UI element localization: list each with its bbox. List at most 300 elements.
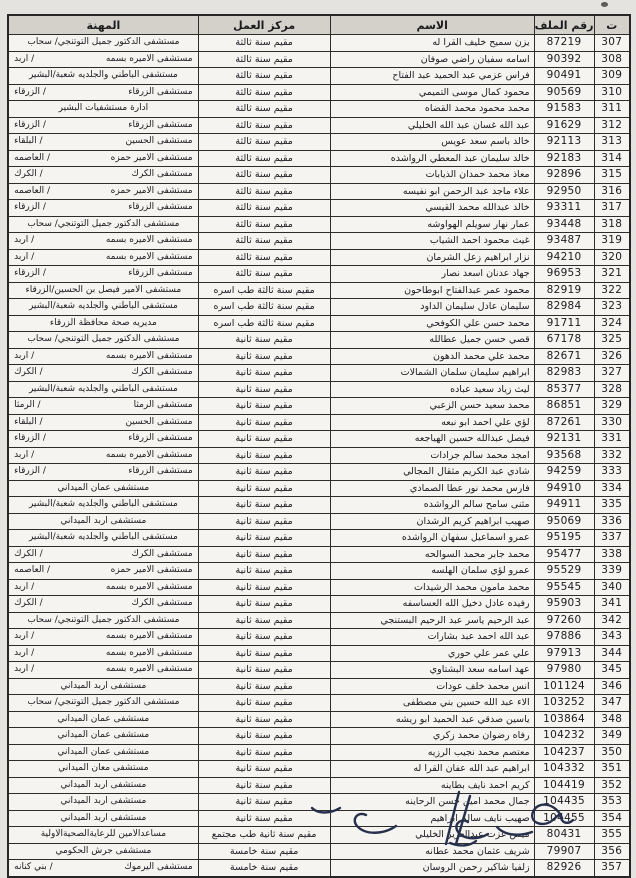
cell-profession bbox=[8, 348, 198, 365]
cell-name: لؤي علي احمد ابو نبعه bbox=[330, 414, 534, 431]
cell-profession bbox=[8, 596, 198, 613]
cell-work-center: مقيم سنة ثالثة bbox=[198, 150, 330, 167]
cell-name: خالد باسم سعد عويس bbox=[330, 134, 534, 151]
cell-serial: 317 bbox=[594, 200, 630, 217]
cell-file-number: 104237 bbox=[534, 744, 594, 761]
cell-serial: 329 bbox=[594, 398, 630, 415]
cell-profession bbox=[8, 150, 198, 167]
profession-area: / الزرقاء bbox=[14, 433, 46, 444]
cell-work-center: مقيم سنة ثالثة bbox=[198, 117, 330, 134]
table-row bbox=[8, 183, 630, 200]
profession-unit: مستشفى الاميره بسمه bbox=[105, 449, 193, 460]
cell-serial: 319 bbox=[594, 233, 630, 250]
cell-serial: 332 bbox=[594, 447, 630, 464]
cell-profession bbox=[8, 365, 198, 382]
cell-work-center: مقيم سنة ثانية bbox=[198, 596, 330, 613]
cell-serial: 327 bbox=[594, 365, 630, 382]
cell-profession: ادارة مستشفيات البشير bbox=[8, 101, 198, 118]
cell-work-center: مقيم سنة ثانية bbox=[198, 629, 330, 646]
cell-file-number: 90569 bbox=[534, 84, 594, 101]
profession-area: / الكرك bbox=[14, 598, 43, 609]
cell-file-number: 95195 bbox=[534, 530, 594, 547]
cell-work-center: مقيم سنة ثانية bbox=[198, 761, 330, 778]
cell-name: مثنى سامح سالم الرواشده bbox=[330, 497, 534, 514]
cell-file-number: 94911 bbox=[534, 497, 594, 514]
cell-work-center: مقيم سنة ثانية bbox=[198, 777, 330, 794]
cell-serial: 330 bbox=[594, 414, 630, 431]
cell-name: محمد سعيد حسن الزعبي bbox=[330, 398, 534, 415]
cell-work-center: مقيم سنة ثالثة طب اسره bbox=[198, 282, 330, 299]
profession-unit: مستشفى الكرك bbox=[131, 169, 193, 180]
cell-profession: مستشفى الدكتور جميل التوتنجي/ سحاب bbox=[8, 695, 198, 712]
cell-profession bbox=[8, 414, 198, 431]
profession-area: / اربد bbox=[14, 235, 35, 246]
table-row bbox=[8, 332, 630, 349]
cell-profession: مستشفى الامير فيصل بن الحسين/الزرقاء bbox=[8, 282, 198, 299]
cell-serial: 320 bbox=[594, 249, 630, 266]
profession-unit: مستشفى الزرقاء bbox=[128, 466, 193, 477]
cell-file-number: 79907 bbox=[534, 843, 594, 860]
cell-file-number: 95529 bbox=[534, 563, 594, 580]
cell-work-center: مقيم سنة ثانية طب مجتمع bbox=[198, 827, 330, 844]
cell-file-number: 104332 bbox=[534, 761, 594, 778]
cell-work-center: مقيم سنة خامسة bbox=[198, 843, 330, 860]
cell-profession: مستشفى الدكتور جميل التوتنجي/ سحاب bbox=[8, 35, 198, 52]
cell-work-center: مقيم سنة ثانية bbox=[198, 744, 330, 761]
cell-work-center: مقيم سنة ثانية bbox=[198, 794, 330, 811]
cell-name: كريم احمد نايف بطاينه bbox=[330, 777, 534, 794]
profession-unit: مستشفى الزرقاء bbox=[128, 86, 193, 97]
cell-work-center: مقيم سنة ثانية bbox=[198, 612, 330, 629]
cell-profession: مستشفى الباطني والجلديه شعبة/البشير bbox=[8, 530, 198, 547]
cell-profession bbox=[8, 117, 198, 134]
cell-work-center: مقيم سنة ثانية bbox=[198, 810, 330, 827]
table-row bbox=[8, 315, 630, 332]
cell-file-number: 82984 bbox=[534, 299, 594, 316]
profession-area: / العاصمه bbox=[14, 185, 51, 196]
cell-name: محمد مامون محمد الرشيدات bbox=[330, 579, 534, 596]
cell-work-center: مقيم سنة ثالثة bbox=[198, 134, 330, 151]
cell-name: عبد الله احمد عبد بشارات bbox=[330, 629, 534, 646]
table-row bbox=[8, 744, 630, 761]
cell-file-number: 82671 bbox=[534, 348, 594, 365]
cell-serial: 353 bbox=[594, 794, 630, 811]
cell-file-number: 94259 bbox=[534, 464, 594, 481]
cell-work-center: مقيم سنة ثالثة bbox=[198, 233, 330, 250]
cell-serial: 309 bbox=[594, 68, 630, 85]
cell-serial: 326 bbox=[594, 348, 630, 365]
table-row bbox=[8, 398, 630, 415]
profession-area: / اربد bbox=[14, 581, 35, 592]
cell-profession bbox=[8, 249, 198, 266]
cell-name: غيث محمود احمد الشياب bbox=[330, 233, 534, 250]
profession-area: / العاصمه bbox=[14, 565, 51, 576]
profession-unit: مستشفى اليرموك bbox=[124, 862, 193, 873]
table-row bbox=[8, 480, 630, 497]
cell-work-center: مقيم سنة ثانية bbox=[198, 348, 330, 365]
profession-unit: مستشفى الحسين bbox=[125, 136, 193, 147]
cell-file-number: 90392 bbox=[534, 51, 594, 68]
cell-work-center: مقيم سنة ثانية bbox=[198, 728, 330, 745]
cell-work-center: مقيم سنة ثالثة bbox=[198, 200, 330, 217]
cell-serial: 345 bbox=[594, 662, 630, 679]
cell-work-center: مقيم سنة ثالثة bbox=[198, 249, 330, 266]
cell-name: خالد عبدالله محمد القيسي bbox=[330, 200, 534, 217]
cell-file-number: 97913 bbox=[534, 645, 594, 662]
table-row bbox=[8, 216, 630, 233]
cell-work-center: مقيم سنة ثانية bbox=[198, 645, 330, 662]
cell-profession bbox=[8, 860, 198, 877]
cell-profession: مستشفى اربد الميداني bbox=[8, 794, 198, 811]
table-row bbox=[8, 117, 630, 134]
cell-file-number: 92950 bbox=[534, 183, 594, 200]
cell-profession: مستشفى الباطني والجلديه شعبة/البشير bbox=[8, 299, 198, 316]
cell-profession: مستشفى عمان الميداني bbox=[8, 711, 198, 728]
cell-profession bbox=[8, 464, 198, 481]
cell-name: الاء عبد الله حسين بني مصطفى bbox=[330, 695, 534, 712]
cell-serial: 307 bbox=[594, 35, 630, 52]
cell-file-number: 97260 bbox=[534, 612, 594, 629]
cell-name: شادي عبد الكريم مثقال المجالي bbox=[330, 464, 534, 481]
cell-profession: مستشفى الباطني والجلديه شعبة/البشير bbox=[8, 68, 198, 85]
cell-profession bbox=[8, 84, 198, 101]
cell-work-center: مقيم سنة ثالثة bbox=[198, 216, 330, 233]
table-row bbox=[8, 546, 630, 563]
table-row bbox=[8, 761, 630, 778]
table-row bbox=[8, 645, 630, 662]
profession-unit: مستشفى الاميره بسمه bbox=[105, 350, 193, 361]
cell-work-center: مقيم سنة ثانية bbox=[198, 530, 330, 547]
cell-profession: مساعدالامين للرعايةالصحيةالاولية bbox=[8, 827, 198, 844]
cell-name: خالد سليمان عبد المعطي الرواشده bbox=[330, 150, 534, 167]
table-row bbox=[8, 348, 630, 365]
cell-serial: 343 bbox=[594, 629, 630, 646]
cell-work-center: مقيم سنة ثالثة bbox=[198, 51, 330, 68]
cell-name: معاذ محمد حمدان الذيابات bbox=[330, 167, 534, 184]
profession-unit: مستشفى الكرك bbox=[131, 367, 193, 378]
cell-serial: 321 bbox=[594, 266, 630, 283]
table-row bbox=[8, 513, 630, 530]
cell-file-number: 94210 bbox=[534, 249, 594, 266]
table-row bbox=[8, 167, 630, 184]
cell-name: ياسين صدقي عبد الحميد ابو ريشه bbox=[330, 711, 534, 728]
cell-file-number: 82926 bbox=[534, 860, 594, 877]
cell-name: عبد الرحيم ياسر عبد الرحيم البستنجي bbox=[330, 612, 534, 629]
cell-work-center: مقيم سنة ثانية bbox=[198, 678, 330, 695]
cell-file-number: 103252 bbox=[534, 695, 594, 712]
cell-name: رفيده عادل دخيل الله العساسفه bbox=[330, 596, 534, 613]
cell-serial: 315 bbox=[594, 167, 630, 184]
table-row bbox=[8, 249, 630, 266]
table-row bbox=[8, 827, 630, 844]
cell-name: قصي حسن جميل عطالله bbox=[330, 332, 534, 349]
cell-work-center: مقيم سنة ثانية bbox=[198, 398, 330, 415]
profession-area: / الزرقاء bbox=[14, 119, 46, 130]
cell-file-number: 92896 bbox=[534, 167, 594, 184]
cell-work-center: مقيم سنة ثانية bbox=[198, 513, 330, 530]
cell-name: ابراهيم سليمان سلمان الشمالات bbox=[330, 365, 534, 382]
cell-file-number: 87219 bbox=[534, 35, 594, 52]
cell-profession bbox=[8, 266, 198, 283]
cell-work-center: مقيم سنة ثالثة bbox=[198, 101, 330, 118]
cell-work-center: مقيم سنة ثانية bbox=[198, 464, 330, 481]
cell-profession bbox=[8, 431, 198, 448]
cell-file-number: 92183 bbox=[534, 150, 594, 167]
cell-serial: 325 bbox=[594, 332, 630, 349]
cell-file-number: 95903 bbox=[534, 596, 594, 613]
table-row bbox=[8, 134, 630, 151]
cell-serial: 335 bbox=[594, 497, 630, 514]
cell-work-center: مقيم سنة خامسة bbox=[198, 860, 330, 877]
cell-name: فراس عزمي عبد الحميد عبد الفتاح bbox=[330, 68, 534, 85]
profession-unit: مستشفى الزرقاء bbox=[128, 268, 193, 279]
cell-name: يزن سميح خليف القرا له bbox=[330, 35, 534, 52]
cell-name: جمال محمد امين حسن الرحاينه bbox=[330, 794, 534, 811]
header-file-number: رقم الملف bbox=[534, 15, 594, 35]
table-row bbox=[8, 579, 630, 596]
profession-unit: مستشفى الامير حمزه bbox=[110, 152, 193, 163]
table-row bbox=[8, 596, 630, 613]
cell-profession bbox=[8, 563, 198, 580]
profession-area: / اربد bbox=[14, 53, 35, 64]
cell-serial: 328 bbox=[594, 381, 630, 398]
cell-file-number: 94910 bbox=[534, 480, 594, 497]
cell-file-number: 103864 bbox=[534, 711, 594, 728]
cell-profession: مستشفى الدكتور جميل التوتنجي/ سحاب bbox=[8, 332, 198, 349]
roster-table bbox=[7, 14, 631, 878]
profession-unit: مستشفى الزرقاء bbox=[128, 202, 193, 213]
cell-profession bbox=[8, 645, 198, 662]
cell-work-center: مقيم سنة ثانية bbox=[198, 579, 330, 596]
cell-profession bbox=[8, 447, 198, 464]
profession-area: / بني كنانه bbox=[14, 862, 53, 873]
table-row bbox=[8, 101, 630, 118]
table-row bbox=[8, 365, 630, 382]
cell-profession bbox=[8, 546, 198, 563]
cell-serial: 342 bbox=[594, 612, 630, 629]
cell-name: محمد علي محمد الدهون bbox=[330, 348, 534, 365]
cell-work-center: مقيم سنة ثالثة طب اسره bbox=[198, 315, 330, 332]
header-profession: المهنة bbox=[8, 15, 198, 35]
profession-unit: مستشفى الكرك bbox=[131, 548, 193, 559]
cell-profession: مستشفى عمان الميداني bbox=[8, 728, 198, 745]
cell-serial: 314 bbox=[594, 150, 630, 167]
cell-name: محمد جابر محمد السوالحه bbox=[330, 546, 534, 563]
cell-name: محمود عمر عبدالفتاح ابوطاحون bbox=[330, 282, 534, 299]
cell-serial: 350 bbox=[594, 744, 630, 761]
cell-file-number: 82983 bbox=[534, 365, 594, 382]
profession-unit: مستشفى الحسين bbox=[125, 416, 193, 427]
cell-serial: 355 bbox=[594, 827, 630, 844]
profession-area: / اربد bbox=[14, 350, 35, 361]
profession-unit: مستشفى الزرقاء bbox=[128, 433, 193, 444]
cell-profession: مستشفى اربد الميداني bbox=[8, 777, 198, 794]
cell-profession bbox=[8, 200, 198, 217]
cell-profession: مستشفى معان الميداني bbox=[8, 761, 198, 778]
profession-unit: مستشفى الاميره بسمه bbox=[105, 631, 193, 642]
cell-work-center: مقيم سنة ثانية bbox=[198, 365, 330, 382]
cell-file-number: 90491 bbox=[534, 68, 594, 85]
cell-file-number: 95069 bbox=[534, 513, 594, 530]
cell-file-number: 93487 bbox=[534, 233, 594, 250]
cell-work-center: مقيم سنة ثانية bbox=[198, 480, 330, 497]
cell-work-center: مقيم سنة ثالثة طب اسره bbox=[198, 299, 330, 316]
cell-profession bbox=[8, 233, 198, 250]
table-row bbox=[8, 414, 630, 431]
profession-unit: مستشفى الاميره بسمه bbox=[105, 581, 193, 592]
cell-name: عبد الله غسان عبد الله الخليلي bbox=[330, 117, 534, 134]
cell-serial: 347 bbox=[594, 695, 630, 712]
profession-area: / اربد bbox=[14, 647, 35, 658]
cell-serial: 354 bbox=[594, 810, 630, 827]
cell-work-center: مقيم سنة ثالثة bbox=[198, 68, 330, 85]
table-row bbox=[8, 843, 630, 860]
cell-serial: 344 bbox=[594, 645, 630, 662]
table-body bbox=[8, 35, 630, 877]
cell-work-center: مقيم سنة ثالثة bbox=[198, 35, 330, 52]
cell-serial: 308 bbox=[594, 51, 630, 68]
table-row bbox=[8, 794, 630, 811]
cell-file-number: 92131 bbox=[534, 431, 594, 448]
cell-serial: 341 bbox=[594, 596, 630, 613]
cell-serial: 318 bbox=[594, 216, 630, 233]
cell-serial: 333 bbox=[594, 464, 630, 481]
table-row bbox=[8, 200, 630, 217]
cell-profession bbox=[8, 134, 198, 151]
cell-file-number: 95545 bbox=[534, 579, 594, 596]
profession-unit: مستشفى الاميره بسمه bbox=[105, 647, 193, 658]
profession-unit: مستشفى الامير حمزه bbox=[110, 185, 193, 196]
profession-area: / اربد bbox=[14, 251, 35, 262]
cell-serial: 316 bbox=[594, 183, 630, 200]
cell-profession: مستشفى جرش الحكومي bbox=[8, 843, 198, 860]
cell-file-number: 104435 bbox=[534, 794, 594, 811]
cell-profession: مستشفى الدكتور جميل التوتنجي/ سحاب bbox=[8, 216, 198, 233]
cell-serial: 338 bbox=[594, 546, 630, 563]
cell-file-number: 91711 bbox=[534, 315, 594, 332]
cell-serial: 310 bbox=[594, 84, 630, 101]
profession-unit: مستشفى الاميره بسمه bbox=[105, 235, 193, 246]
cell-work-center: مقيم سنة ثانية bbox=[198, 447, 330, 464]
cell-serial: 349 bbox=[594, 728, 630, 745]
cell-file-number: 93311 bbox=[534, 200, 594, 217]
cell-name: علاء ماجد عبد الرحمن ابو نفيسه bbox=[330, 183, 534, 200]
cell-file-number: 91583 bbox=[534, 101, 594, 118]
cell-name: جهاد عدنان اسعد نصار bbox=[330, 266, 534, 283]
table-row bbox=[8, 282, 630, 299]
cell-profession bbox=[8, 183, 198, 200]
cell-name: فارس محمد نور عطا الصمادي bbox=[330, 480, 534, 497]
cell-file-number: 87261 bbox=[534, 414, 594, 431]
cell-work-center: مقيم سنة ثالثة bbox=[198, 266, 330, 283]
profession-area: / الرمثا bbox=[14, 400, 41, 411]
cell-serial: 313 bbox=[594, 134, 630, 151]
profession-unit: مستشفى الرمثا bbox=[133, 400, 193, 411]
header-work-center: مركز العمل bbox=[198, 15, 330, 35]
cell-profession bbox=[8, 662, 198, 679]
profession-area: / الكرك bbox=[14, 367, 43, 378]
cell-profession: مستشفى اربد الميداني bbox=[8, 810, 198, 827]
cell-work-center: مقيم سنة ثانية bbox=[198, 695, 330, 712]
table-row bbox=[8, 464, 630, 481]
cell-serial: 357 bbox=[594, 860, 630, 877]
cell-file-number: 104232 bbox=[534, 728, 594, 745]
table-row bbox=[8, 777, 630, 794]
cell-name: معتصم محمد نجيب الرزيه bbox=[330, 744, 534, 761]
cell-profession bbox=[8, 51, 198, 68]
profession-area: / الزرقاء bbox=[14, 268, 46, 279]
cell-file-number: 91629 bbox=[534, 117, 594, 134]
cell-name: فيصل عبدالله حسين الهياجعه bbox=[330, 431, 534, 448]
table-row bbox=[8, 68, 630, 85]
cell-profession: مديريه صحة محافظة الزرقاء bbox=[8, 315, 198, 332]
cell-file-number: 101124 bbox=[534, 678, 594, 695]
profession-unit: مستشفى الكرك bbox=[131, 598, 193, 609]
header-row bbox=[8, 15, 630, 35]
cell-name: علي عمر علي حوري bbox=[330, 645, 534, 662]
table-row bbox=[8, 299, 630, 316]
table-row bbox=[8, 381, 630, 398]
cell-file-number: 97886 bbox=[534, 629, 594, 646]
cell-name: امجد محمد سالم جرادات bbox=[330, 447, 534, 464]
cell-work-center: مقيم سنة ثانية bbox=[198, 332, 330, 349]
cell-name: زلفيا شاكير رحمن الروسان bbox=[330, 860, 534, 877]
cell-file-number: 93448 bbox=[534, 216, 594, 233]
cell-file-number: 92113 bbox=[534, 134, 594, 151]
cell-profession: مستشفى الباطني والجلديه شعبة/البشير bbox=[8, 381, 198, 398]
cell-profession bbox=[8, 167, 198, 184]
cell-file-number: 82919 bbox=[534, 282, 594, 299]
cell-name: اسامه سفيان راضي صوفان bbox=[330, 51, 534, 68]
cell-work-center: مقيم سنة ثانية bbox=[198, 711, 330, 728]
cell-name: صهيب ابراهيم كريم الرشدان bbox=[330, 513, 534, 530]
cell-serial: 324 bbox=[594, 315, 630, 332]
cell-name: محمود كمال موسى التميمي bbox=[330, 84, 534, 101]
cell-file-number: 104455 bbox=[534, 810, 594, 827]
profession-area: / البلقاء bbox=[14, 136, 43, 147]
cell-serial: 346 bbox=[594, 678, 630, 695]
cell-name: عمرو لؤي سلمان الهلسه bbox=[330, 563, 534, 580]
profession-area: / الزرقاء bbox=[14, 202, 46, 213]
table-row bbox=[8, 563, 630, 580]
cell-serial: 331 bbox=[594, 431, 630, 448]
table-row bbox=[8, 711, 630, 728]
table-row bbox=[8, 612, 630, 629]
cell-serial: 334 bbox=[594, 480, 630, 497]
table-row bbox=[8, 51, 630, 68]
cell-work-center: مقيم سنة ثانية bbox=[198, 431, 330, 448]
table-row bbox=[8, 497, 630, 514]
table-row bbox=[8, 860, 630, 877]
table-row bbox=[8, 678, 630, 695]
cell-serial: 339 bbox=[594, 563, 630, 580]
cell-file-number: 104419 bbox=[534, 777, 594, 794]
cell-profession: مستشفى عمان الميداني bbox=[8, 480, 198, 497]
cell-work-center: مقيم سنة ثانية bbox=[198, 381, 330, 398]
cell-name: انس محمد خلف عودات bbox=[330, 678, 534, 695]
cell-file-number: 67178 bbox=[534, 332, 594, 349]
cell-name: محمد محمود محمد القضاه bbox=[330, 101, 534, 118]
cell-name: صهيب نايف سالم ابراهيم bbox=[330, 810, 534, 827]
cell-work-center: مقيم سنة ثانية bbox=[198, 546, 330, 563]
cell-name: عمرو اسماعيل سفهان الرواشده bbox=[330, 530, 534, 547]
cell-serial: 356 bbox=[594, 843, 630, 860]
cell-file-number: 80431 bbox=[534, 827, 594, 844]
table-row bbox=[8, 629, 630, 646]
profession-unit: مستشفى الاميره بسمه bbox=[105, 664, 193, 675]
cell-work-center: مقيم سنة ثانية bbox=[198, 662, 330, 679]
cell-file-number: 95477 bbox=[534, 546, 594, 563]
